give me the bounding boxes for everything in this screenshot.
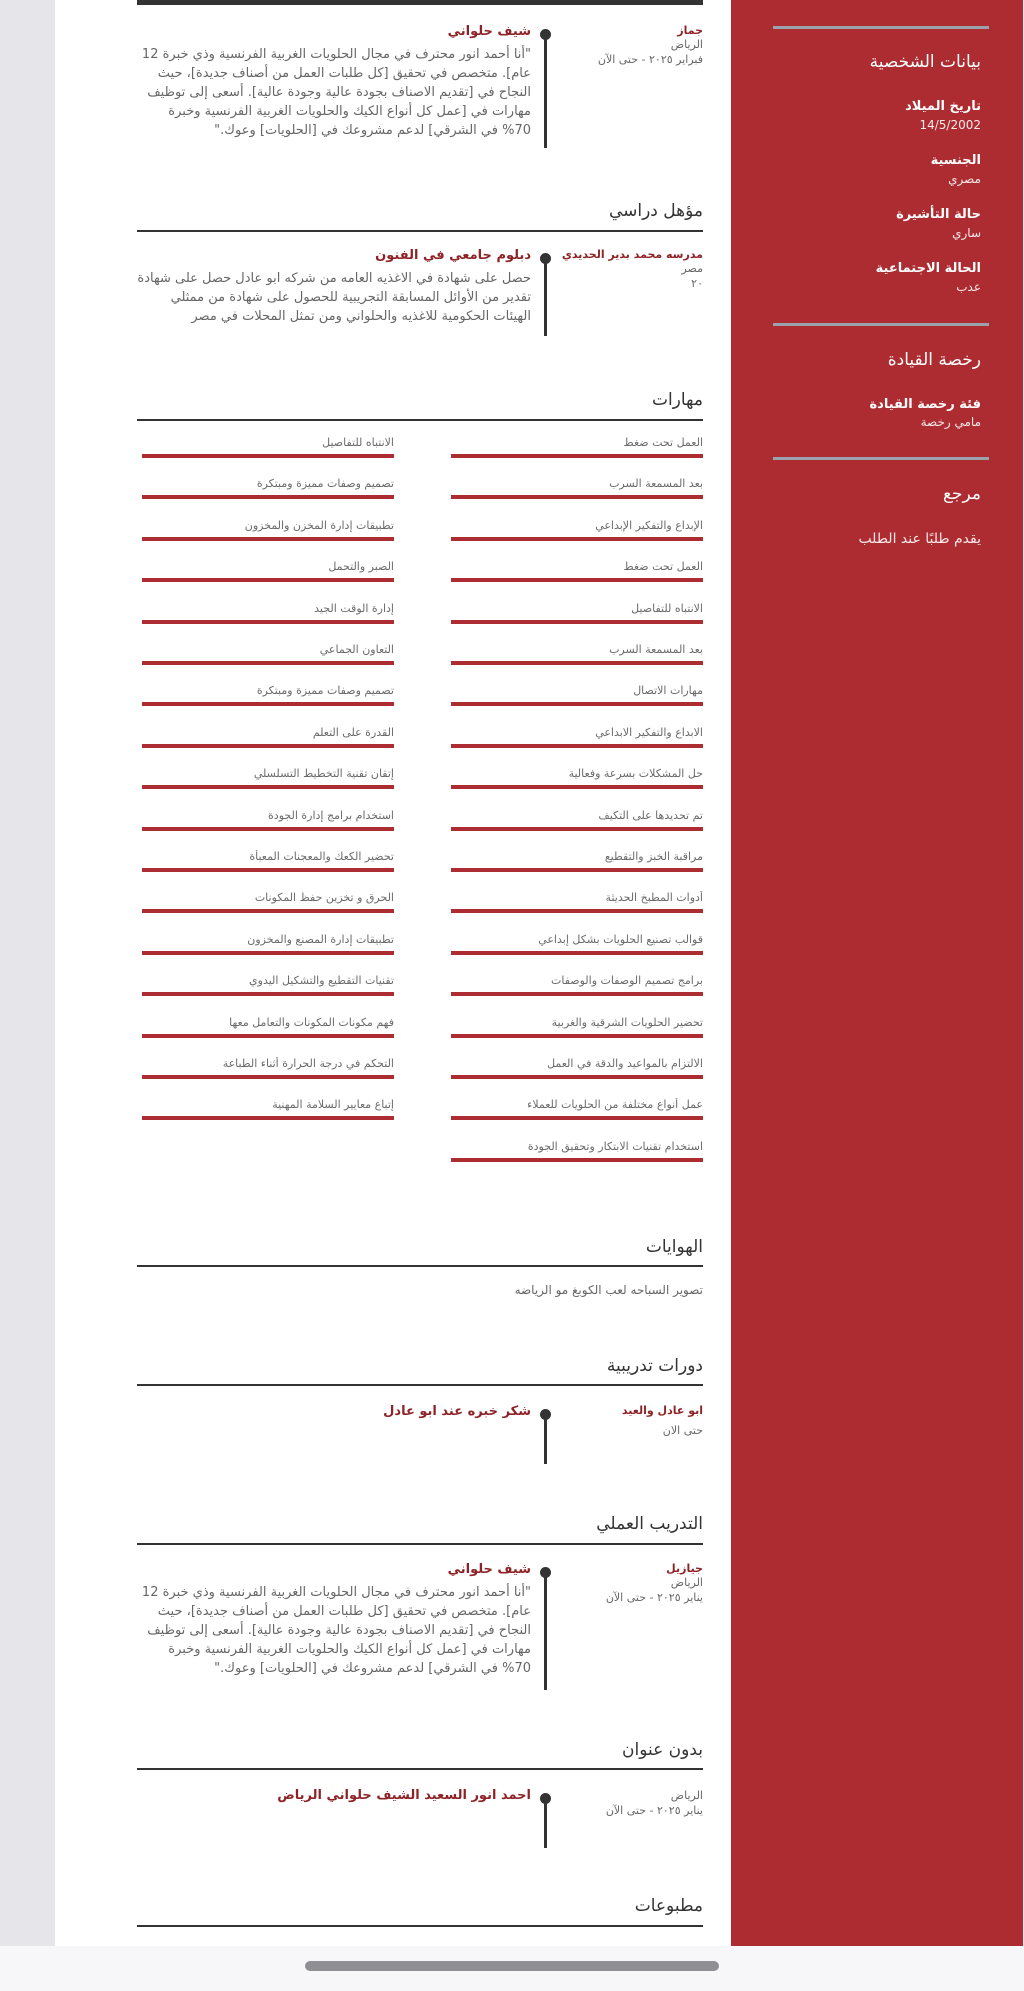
skill-name: الانتباه للتفاصيل <box>631 602 703 615</box>
skill-name: برامج تصميم الوصفات والوصفات <box>551 974 703 987</box>
skill-bar <box>451 785 703 789</box>
skill-name: الانتباه للتفاصيل <box>322 436 394 449</box>
skill-bar <box>451 702 703 706</box>
untitled-city: الرياض <box>670 1789 703 1802</box>
skill-name: بعد المسمعة السرب <box>609 477 703 490</box>
skill-bar <box>142 620 394 624</box>
skill-item <box>142 1016 394 1038</box>
course-entry <box>137 1404 703 1464</box>
timeline-line <box>544 1570 547 1690</box>
skill-bar <box>451 744 703 748</box>
skill-name: إدارة الوقت الجيد <box>314 602 394 615</box>
skill-item <box>451 519 703 541</box>
skill-item <box>142 1057 394 1079</box>
skill-name: فهم مكونات المكونات والتعامل معها <box>229 1016 394 1029</box>
skill-item <box>142 560 394 582</box>
visa-status-value: ساري <box>952 226 981 240</box>
skill-item <box>451 1098 703 1120</box>
skill-item <box>451 1140 703 1162</box>
skill-item <box>451 684 703 706</box>
skill-bar <box>142 1075 394 1079</box>
skill-bar <box>142 992 394 996</box>
skill-bar <box>451 909 703 913</box>
skill-item <box>142 726 394 748</box>
skill-bar <box>142 785 394 789</box>
untitled-role: احمد انور السعيد الشيف حلواني الرياض <box>277 1788 531 1803</box>
skill-bar <box>142 951 394 955</box>
section-rule <box>137 1265 703 1267</box>
skill-bar <box>451 578 703 582</box>
experience-description: "أنا أحمد انور محترف في مجال الحلويات الغربية الفرنسية وذي خبرة 12 عام]. متخصص في تحقيق [كل طلبات العمل من أصناف جديدة]، حيث النجاح في [تقديم الاصناف بجودة عالية وجودة عالية]. أسعى إلى توظيف مهارات في [عمل كل أنواع الكيك والحلويات الغربية الفرنسية وخبرة 70% في الشرقي] لدعم مشروعك في [الحلويات] وعوك." <box>141 47 531 138</box>
skill-name: استخدام برامج إدارة الجودة <box>268 809 394 822</box>
skill-name: استخدام تقنيات الابتكار وتحقيق الجودة <box>527 1140 703 1153</box>
skill-name: تصميم وصفات مميزة ومبتكرة <box>256 684 394 697</box>
skill-name: عمل أنواع مختلفة من الحلويات للعملاء <box>527 1098 703 1111</box>
skill-bar <box>142 868 394 872</box>
nationality-value: مصري <box>948 172 981 186</box>
sidebar-divider <box>773 323 989 326</box>
skill-name: قوالب تصنيع الحلويات بشكل إبداعي <box>538 933 703 946</box>
skill-item <box>142 602 394 624</box>
section-rule <box>137 1384 703 1386</box>
sidebar-divider <box>773 26 989 29</box>
training-city: الرياض <box>670 1576 703 1589</box>
skill-name: مراقبة الخبز والتقطيع <box>604 850 703 863</box>
birth-date-value: 14/5/2002 <box>919 118 981 132</box>
experience-org: جماز <box>677 24 703 37</box>
skill-item <box>451 809 703 831</box>
skill-item <box>451 477 703 499</box>
timeline-line <box>544 32 547 148</box>
courses-title: دورات تدريبية <box>606 1356 703 1376</box>
visa-status-label: حالة التأشيرة <box>896 207 981 222</box>
skill-item <box>451 933 703 955</box>
skill-item <box>451 560 703 582</box>
sidebar-divider <box>773 457 989 460</box>
skill-item <box>451 1016 703 1038</box>
skill-bar <box>451 1158 703 1162</box>
skill-bar <box>451 1034 703 1038</box>
education-description: حصل على شهادة في الاغذيه العامه من شركه ابو عادل حصل على شهادة تقدير من الأوائل المسابقة التجريبية للحصول على شهادة من ممثلي الهيئات الحكومية للاغذيه والحلواني ومن تمثل المحلات في مصر <box>137 271 531 324</box>
education-year: ٢٠ <box>691 277 703 290</box>
training-period: يناير ٢٠٢٥ - حتى الآن <box>605 1591 703 1604</box>
skill-name: تطبيقات إدارة المخزن والمخزون <box>244 519 394 532</box>
untitled-title: بدون عنوان <box>621 1740 703 1760</box>
license-category-value: مامي رخصة <box>920 415 981 429</box>
education-entry <box>137 248 703 338</box>
course-title: شكر خبره عند ابو عادل <box>383 1404 531 1419</box>
skill-item <box>451 974 703 996</box>
skill-item <box>142 767 394 789</box>
section-rule <box>137 230 703 232</box>
training-description: "أنا أحمد انور محترف في مجال الحلويات الغربية الفرنسية وذي خبرة 12 عام]. متخصص في تحقيق [كل طلبات العمل من أصناف جديدة]، حيث النجاح في [تقديم الاصناف بجودة عالية وجودة عالية]. أسعى إلى توظيف مهارات في [عمل كل أنواع الكيك والحلويات الغربية الفرنسية وخبرة 70% في الشرقي] لدعم مشروعك في [الحلويات] وعوك." <box>141 1585 531 1676</box>
skill-bar <box>142 578 394 582</box>
skill-name: العمل تحت ضغط <box>623 560 703 573</box>
skill-item <box>451 436 703 458</box>
skill-item <box>142 519 394 541</box>
reference-value: يقدم طلبًا عند الطلب <box>858 531 981 547</box>
education-degree: دبلوم جامعي في الفنون <box>375 248 531 263</box>
skill-name: الالتزام بالمواعيد والدقة في العمل <box>547 1057 703 1070</box>
skill-bar <box>451 1075 703 1079</box>
skill-bar <box>142 495 394 499</box>
skill-item <box>451 643 703 665</box>
skill-name: تم تحديدها على التكيف <box>598 809 703 822</box>
skills-title: مهارات <box>651 390 703 410</box>
experience-city: الرياض <box>670 38 703 51</box>
skill-bar <box>142 909 394 913</box>
skill-name: أدوات المطبخ الحديثة <box>605 891 703 904</box>
untitled-entry <box>137 1788 703 1848</box>
hobbies-text: تصوير السباحه لعب الكوبغ مو الرياضه <box>514 1283 703 1297</box>
skill-bar <box>142 827 394 831</box>
skill-item <box>451 726 703 748</box>
skill-item <box>142 974 394 996</box>
skill-name: العمل تحت ضغط <box>623 436 703 449</box>
skill-item <box>142 477 394 499</box>
skill-bar <box>142 537 394 541</box>
skill-item <box>451 767 703 789</box>
experience-role: شيف حلواني <box>447 24 531 39</box>
skill-name: الصبر والتحمل <box>328 560 394 573</box>
skill-bar <box>142 454 394 458</box>
training-entry <box>137 1562 703 1690</box>
personal-info-title: بيانات الشخصية <box>869 52 981 72</box>
skill-item <box>142 933 394 955</box>
sidebar <box>731 0 1023 1946</box>
skill-name: بعد المسمعة السرب <box>609 643 703 656</box>
marital-status-value: عدب <box>956 280 981 294</box>
training-org: جيازيل <box>666 1562 703 1575</box>
skill-bar <box>142 661 394 665</box>
course-period: حتى الان <box>662 1424 703 1437</box>
license-category-label: فئة رخصة القيادة <box>869 397 981 412</box>
skill-item <box>142 643 394 665</box>
education-title: مؤهل دراسي <box>608 201 703 221</box>
skill-item <box>451 602 703 624</box>
section-rule <box>137 1768 703 1770</box>
horizontal-scrollbar[interactable] <box>305 1961 719 1971</box>
course-org: ابو عادل والعيد <box>621 1404 703 1417</box>
skill-bar <box>451 827 703 831</box>
skill-name: الابداع والتفكير الابداعي <box>595 726 703 739</box>
training-title: التدريب العملي <box>596 1514 703 1534</box>
skill-item <box>451 891 703 913</box>
experience-entry <box>137 24 703 152</box>
timeline-line <box>544 256 547 336</box>
timeline-line <box>544 1412 547 1464</box>
experience-period: فبراير ٢٠٢٥ - حتى الآن <box>597 53 703 66</box>
nationality-label: الجنسية <box>930 153 981 168</box>
education-org: مدرسه محمد بدير الحديدي <box>561 248 703 261</box>
skill-name: تحضير الكعك والمعجنات المعبأة <box>249 850 394 863</box>
skill-name: مهارات الاتصال <box>633 684 703 697</box>
skill-bar <box>451 951 703 955</box>
top-rule <box>137 0 703 5</box>
timeline-line <box>544 1796 547 1848</box>
skill-name: تطبيقات إدارة المصنع والمخزون <box>247 933 394 946</box>
skill-item <box>142 436 394 458</box>
section-rule <box>137 1925 703 1927</box>
hobbies-title: الهوايات <box>645 1237 703 1257</box>
section-rule <box>137 1543 703 1545</box>
section-rule <box>137 419 703 421</box>
marital-status-label: الحالة الاجتماعية <box>875 261 981 276</box>
skill-name: الحرق و تخزين حفظ المكونات <box>254 891 394 904</box>
skill-bar <box>451 1116 703 1120</box>
skill-item <box>142 891 394 913</box>
skill-item <box>142 850 394 872</box>
skill-name: إتباع معايير السلامة المهنية <box>272 1098 394 1111</box>
skill-bar <box>142 1116 394 1120</box>
skill-name: تقنيات التقطيع والتشكيل اليدوي <box>249 974 394 987</box>
skill-name: الإبداع والتفكير الإبداعي <box>595 519 703 532</box>
skill-name: التحكم في درجة الحرارة أثناء الطباعة <box>222 1057 394 1070</box>
skill-item <box>451 1057 703 1079</box>
skill-bar <box>451 992 703 996</box>
skill-item <box>142 809 394 831</box>
skill-name: تحضير الحلويات الشرقية والغربية <box>551 1016 703 1029</box>
skill-bar <box>451 661 703 665</box>
birth-date-label: تاريخ الميلاد <box>905 99 981 114</box>
skill-name: حل المشكلات بسرعة وفعالية <box>568 767 703 780</box>
skill-bar <box>451 868 703 872</box>
skill-item <box>142 684 394 706</box>
education-country: مصر <box>681 262 703 275</box>
driving-license-title: رخصة القيادة <box>887 350 981 370</box>
untitled-period: يناير ٢٠٢٥ - حتى الآن <box>605 1804 703 1817</box>
skill-bar <box>142 702 394 706</box>
skill-bar <box>451 454 703 458</box>
skill-bar <box>451 495 703 499</box>
publications-title: مطبوعات <box>634 1896 703 1916</box>
reference-title: مرجع <box>942 484 981 504</box>
skill-item <box>142 1098 394 1120</box>
resume-page <box>55 0 981 1946</box>
skill-bar <box>451 537 703 541</box>
skill-bar <box>451 620 703 624</box>
skill-name: التعاون الجماعي <box>319 643 394 656</box>
skill-bar <box>142 1034 394 1038</box>
skill-item <box>451 850 703 872</box>
skill-name: تصميم وصفات مميزة ومبتكرة <box>256 477 394 490</box>
training-role: شيف حلواني <box>447 1562 531 1577</box>
skill-name: القدرة على التعلم <box>312 726 394 739</box>
skill-bar <box>142 744 394 748</box>
skill-name: إتقان تقنية التخطيط التسلسلي <box>253 767 394 780</box>
